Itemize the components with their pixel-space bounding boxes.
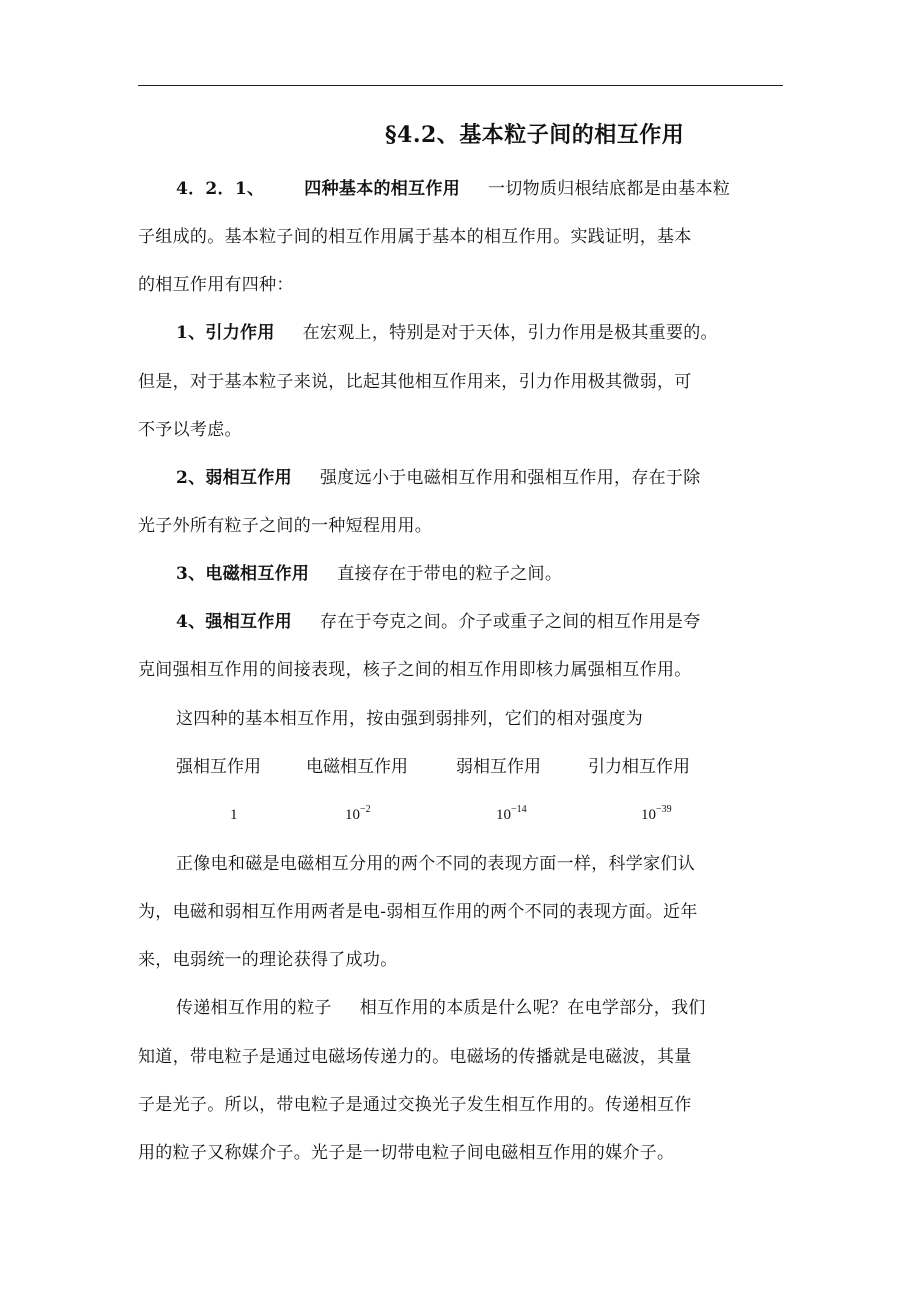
mediators-text: 子是光子。所以，带电粒子是通过交换光子发生相互作用的。传递相互作 xyxy=(138,1095,692,1115)
header-rule xyxy=(138,85,783,86)
page-title: §4.2、基本粒子间的相互作用 xyxy=(385,122,685,148)
section-text-3: 的相互作用有四种： xyxy=(138,275,294,295)
strength-value: 1 xyxy=(230,807,238,823)
mediators-text: 知道，带电粒子是通过电磁场传递力的。电磁场的传播就是电磁波，其量 xyxy=(138,1047,692,1067)
strength-name: 强相互作用 xyxy=(176,757,261,777)
section-heading: 四种基本的相互作用 xyxy=(304,179,460,199)
item-text: 直接存在于带电的粒子之间。 xyxy=(337,564,563,584)
item-heading: 3、电磁相互作用 xyxy=(176,564,310,584)
section-number: 4．2．1、 xyxy=(176,179,265,199)
ordering-intro: 这四种的基本相互作用，按由强到弱排列，它们的相对强度为 xyxy=(176,709,644,729)
unification-text: 为，电磁和弱相互作用两者是电-弱相互作用的两个不同的表现方面。近年 xyxy=(138,902,698,922)
strength-name: 弱相互作用 xyxy=(456,757,541,777)
item-text: 在宏观上，特别是对于天体，引力作用是极其重要的。 xyxy=(302,323,718,343)
section-text-2: 子组成的。基本粒子间的相互作用属于基本的相互作用。实践证明，基本 xyxy=(138,227,692,247)
item-em-first-line xyxy=(176,559,562,584)
item-gravity-first-line xyxy=(176,318,718,343)
section-first-line xyxy=(176,174,730,199)
strength-value: $10^{-2}$ xyxy=(345,804,371,823)
strength-value: $10^{-39}$ xyxy=(641,804,672,823)
item-heading: 2、弱相互作用 xyxy=(176,468,292,488)
item-text: 克间强相互作用的间接表现，核子之间的相互作用即核力属强相互作用。 xyxy=(138,660,692,680)
mediators-first-line xyxy=(176,993,706,1018)
item-text: 强度远小于电磁相互作用和强相互作用，存在于除 xyxy=(319,468,701,488)
item-text: 但是，对于基本粒子来说，比起其他相互作用来，引力作用极其微弱，可 xyxy=(138,372,692,392)
mediators-text: 相互作用的本质是什么呢？在电学部分，我们 xyxy=(359,998,706,1018)
unification-text: 来，电弱统一的理论获得了成功。 xyxy=(138,950,398,970)
mediators-heading: 传递相互作用的粒子 xyxy=(176,998,332,1018)
strength-value: $10^{-14}$ xyxy=(496,804,527,823)
item-text: 存在于夸克之间。介子或重子之间的相互作用是夸 xyxy=(319,612,701,632)
section-text-1: 一切物质归根结底都是由基本粒 xyxy=(488,179,731,199)
item-heading: 1、引力作用 xyxy=(176,323,275,343)
unification-text: 正像电和磁是电磁相互分用的两个不同的表现方面一样，科学家们认 xyxy=(176,854,695,874)
strength-name: 电磁相互作用 xyxy=(306,757,408,777)
item-text: 不予以考虑。 xyxy=(138,420,242,440)
item-strong-first-line xyxy=(176,607,701,632)
strength-name: 引力相互作用 xyxy=(588,757,690,777)
item-weak-first-line xyxy=(176,463,701,488)
mediators-text: 用的粒子又称媒介子。光子是一切带电粒子间电磁相互作用的媒介子。 xyxy=(138,1143,675,1163)
item-text: 光子外所有粒子之间的一种短程用用。 xyxy=(138,516,433,536)
item-heading: 4、强相互作用 xyxy=(176,612,292,632)
